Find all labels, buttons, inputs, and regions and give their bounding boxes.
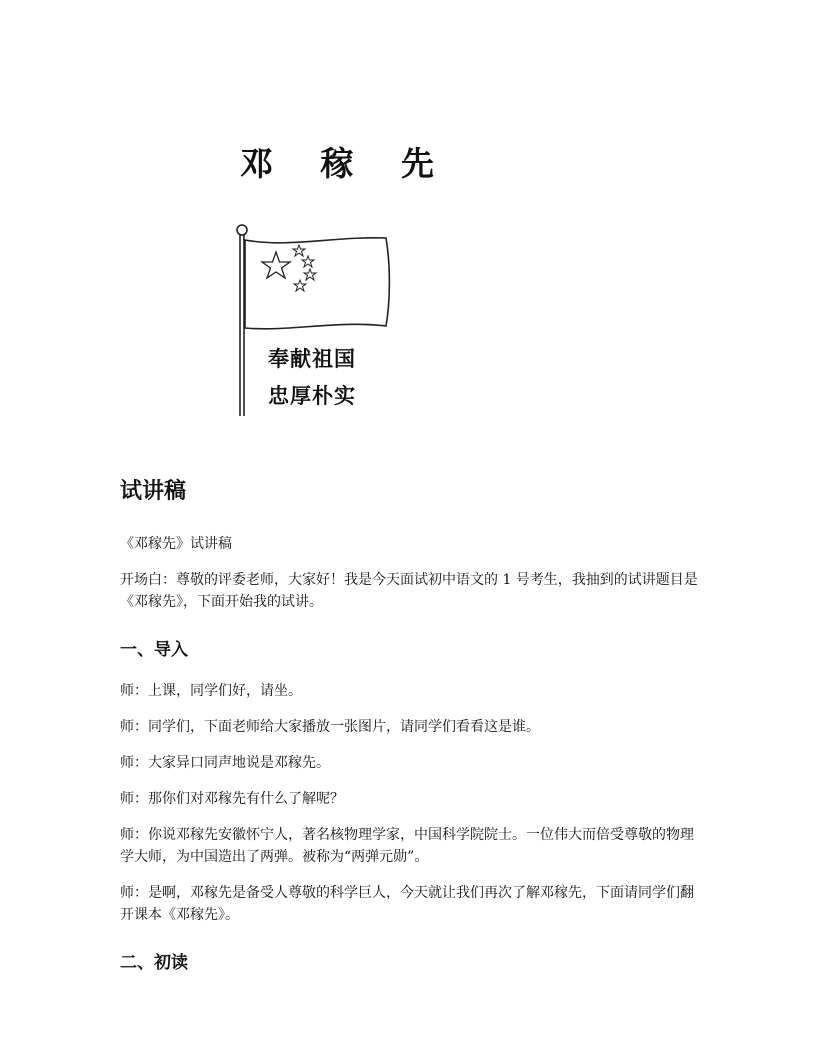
paragraph: 师：同学们，下面老师给大家播放一张图片，请同学们看看这是谁。: [120, 719, 540, 735]
section-heading-intro: 一、导入: [120, 640, 188, 660]
flag-outline: [245, 238, 389, 329]
paragraph: 师：你说邓稼先安徽怀宁人，著名核物理学家，中国科学院院士。一位伟大而倍受尊敬的物理学大师，为中国造出了两弹。被称为“两弹元勋”。: [120, 827, 694, 865]
flagpole-finial: [237, 225, 247, 235]
illustration-title: [240, 138, 452, 185]
opening-paragraph: 开场白：尊敬的评委老师，大家好！我是今天面试初中语文的 1 号考生，我抽到的试讲题目是《邓稼先》，下面开始我的试讲。: [120, 572, 698, 610]
small-star-icon: [294, 280, 306, 291]
paragraph: 师：上课，同学们好，请坐。: [120, 683, 302, 699]
document-body: [120, 474, 700, 993]
motto-line: 忠厚朴实: [268, 383, 356, 408]
illustration-title-text: 邓 稼 先: [240, 144, 452, 183]
big-star-icon: [262, 252, 290, 278]
paragraph: 师：是啊，邓稼先是备受人尊敬的科学巨人，今天就让我们再次了解邓稼先，下面请同学们翻开课本《邓稼先》。: [120, 885, 694, 923]
document-subtitle: 《邓稼先》试讲稿: [120, 536, 232, 552]
motto-line: 奉献祖国: [268, 346, 356, 371]
small-star-icon: [304, 269, 316, 280]
paragraph: 师：大家异口同声地说是邓稼先。: [120, 755, 330, 771]
document-heading: 试讲稿: [120, 479, 187, 504]
small-star-icon: [293, 245, 305, 256]
paragraph: 师：那你们对邓稼先有什么了解呢？: [120, 791, 344, 807]
small-star-icon: [302, 256, 314, 267]
section-heading-first-reading: 二、初读: [120, 953, 188, 973]
